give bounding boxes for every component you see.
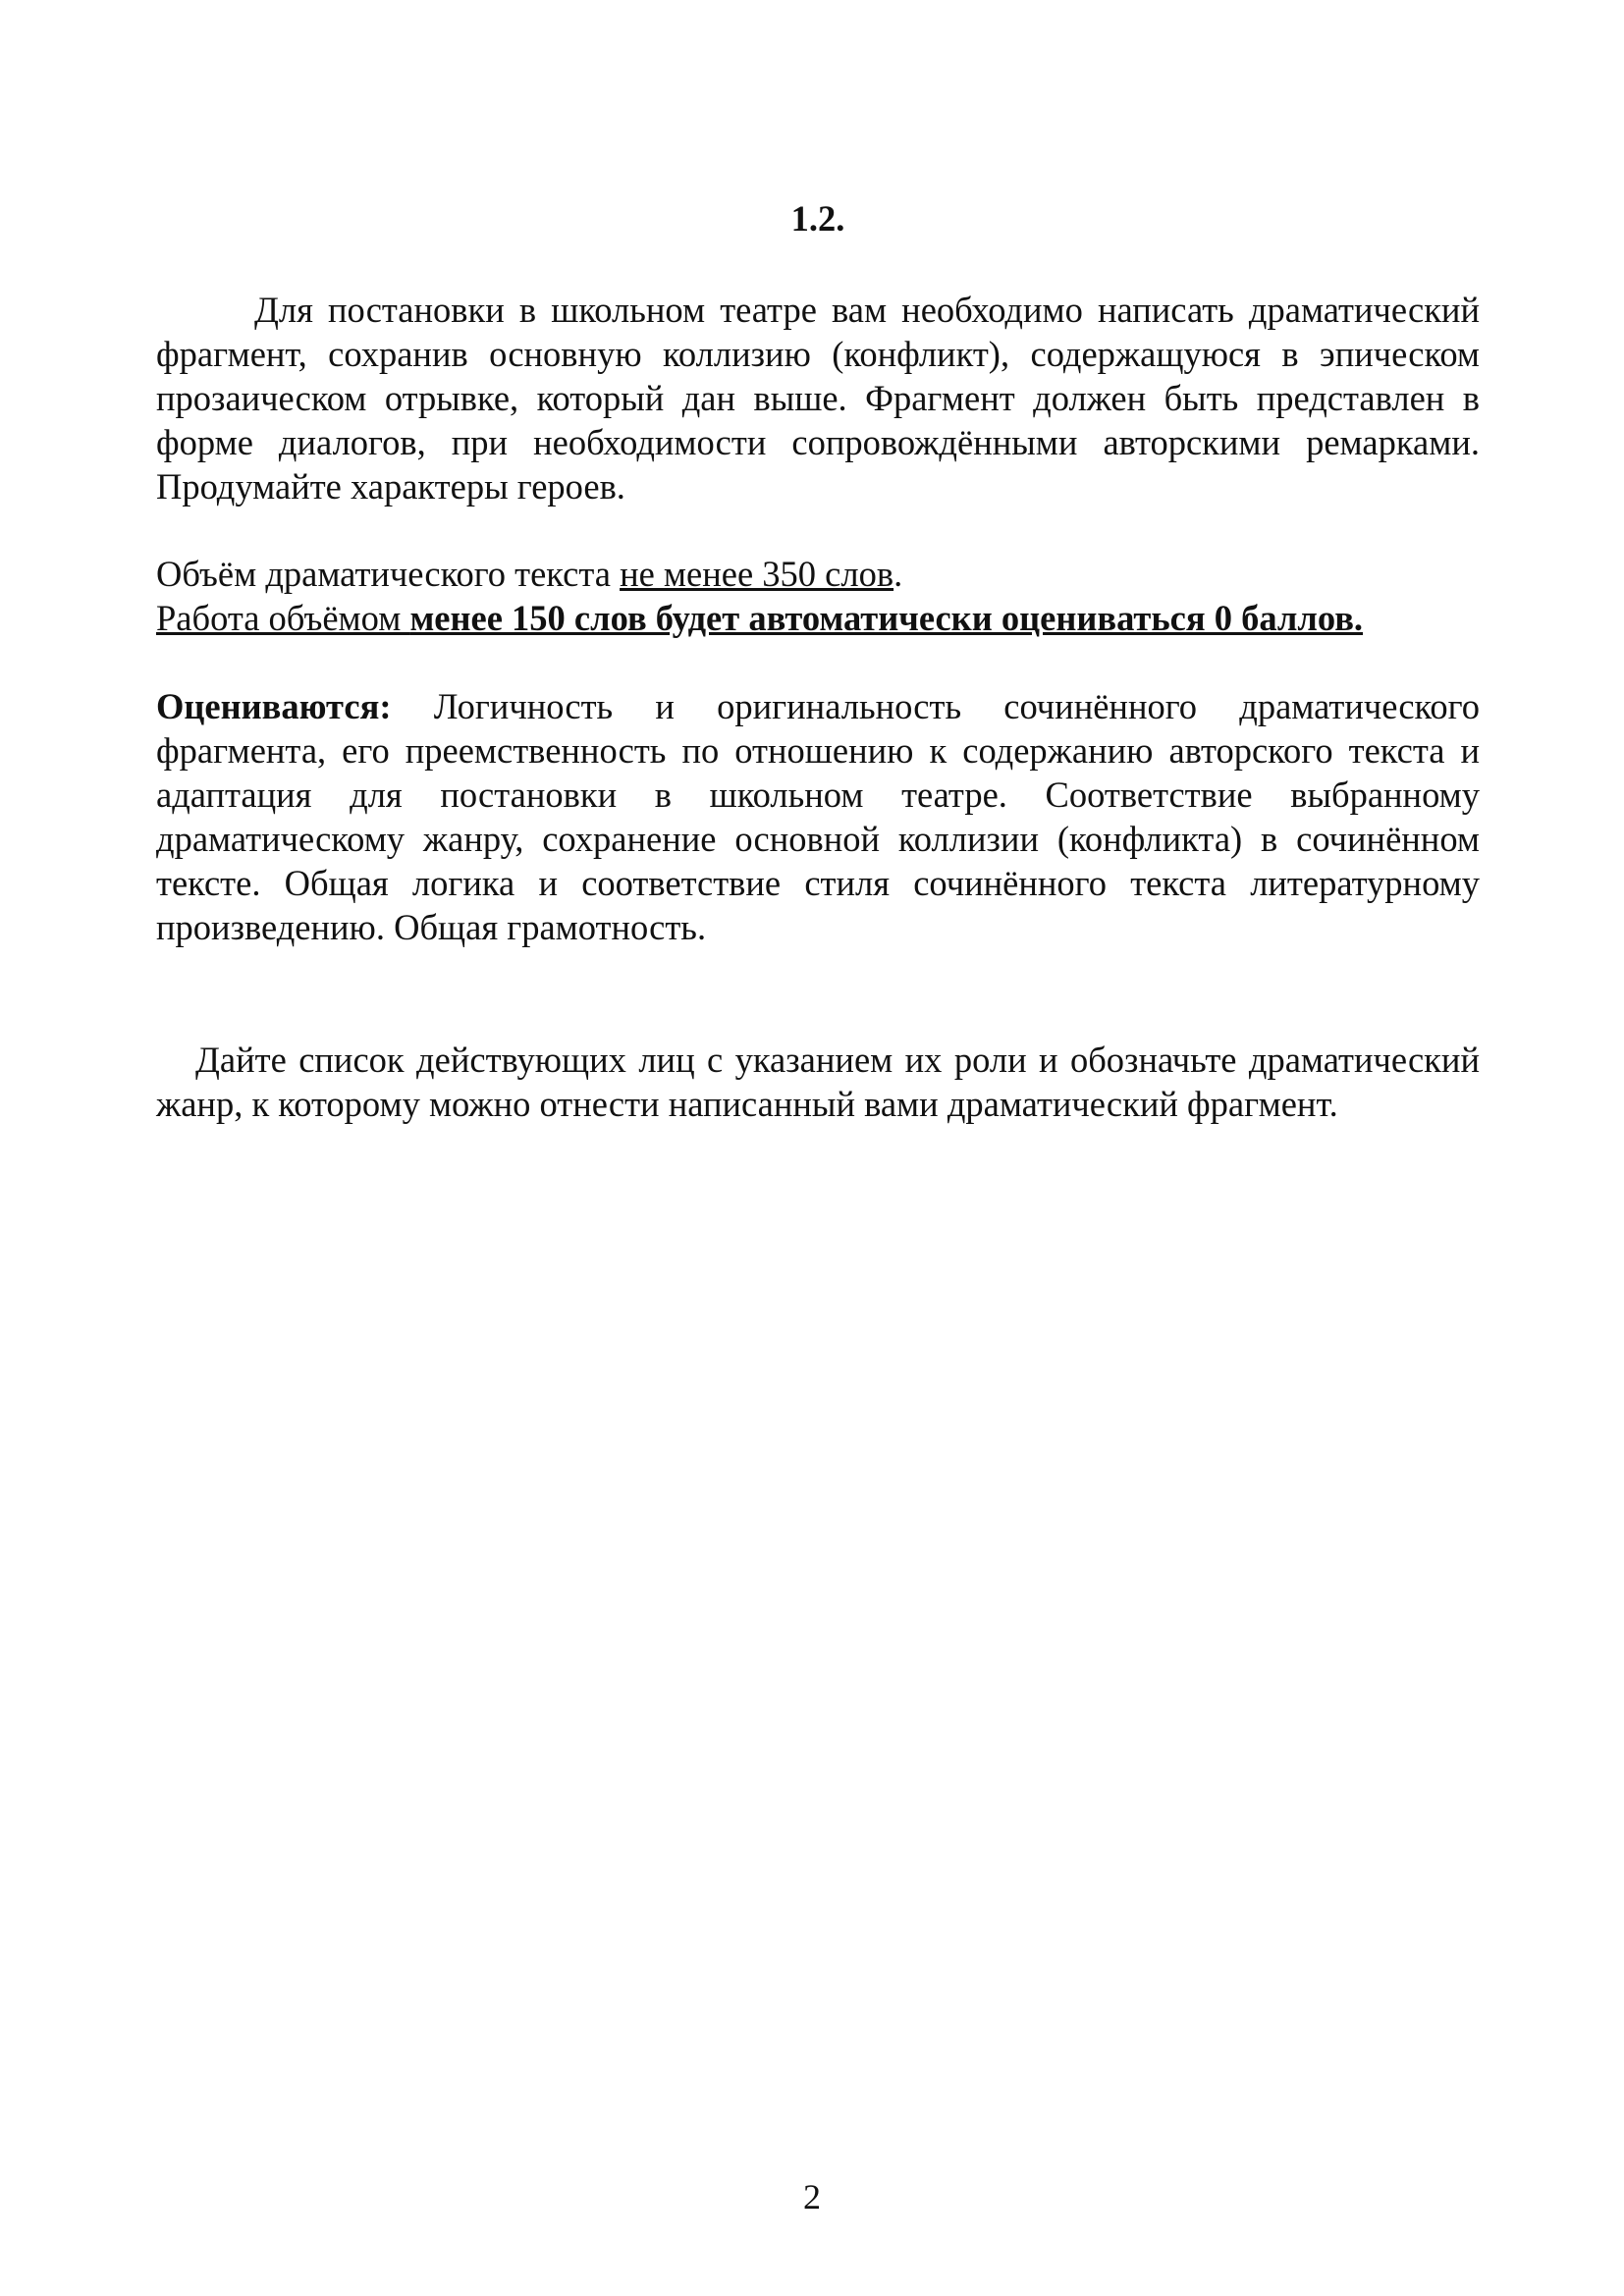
section-number: 1.2. — [790, 198, 845, 239]
volume-penalty-lead: Работа объёмом — [156, 598, 410, 638]
criteria-text: Логичность и оригинальность сочинённого драматического фрагмента, его преемственность по отношению к содержанию авторского текста и адаптация для постановки в школьном театре. Соответствие выбранному драматическому жанру, сохранение основной коллизии (конфликта) в сочинённом тексте. Общая логика и соответствие стиля сочинённого текста литературному произведению. Общая грамотность. — [156, 686, 1480, 947]
page-number: 2 — [803, 2177, 821, 2216]
cast-paragraph: Дайте список действующих лиц с указанием их роли и обозначьте драматический жанр, к которому можно отнести написанный вами драматический фрагмент. — [156, 1040, 1480, 1124]
volume-prefix: Объём драматического текста — [156, 554, 621, 594]
criteria-paragraph — [156, 684, 1480, 949]
criteria-label: Оцениваются: — [156, 686, 392, 726]
volume-penalty-bold: менее 150 слов будет автоматически оцениваться 0 баллов. — [409, 598, 1364, 638]
volume-minimum: не менее 350 слов — [620, 554, 894, 594]
volume-suffix: . — [893, 554, 903, 594]
volume-minimum-line — [156, 552, 1480, 596]
page-content — [156, 196, 1480, 1126]
volume-penalty-line — [156, 596, 1480, 640]
task-paragraph: Для постановки в школьном театре вам необходимо написать драматический фрагмент, сохранив основную коллизию (конфликт), содержащуюся в эпическом прозаическом отрывке, который дан выше. Фрагмент должен быть представлен в форме диалогов, при необходимости сопровождёнными авторскими ремарками. Продумайте характеры героев. — [156, 290, 1480, 507]
volume-requirements — [156, 552, 1480, 640]
